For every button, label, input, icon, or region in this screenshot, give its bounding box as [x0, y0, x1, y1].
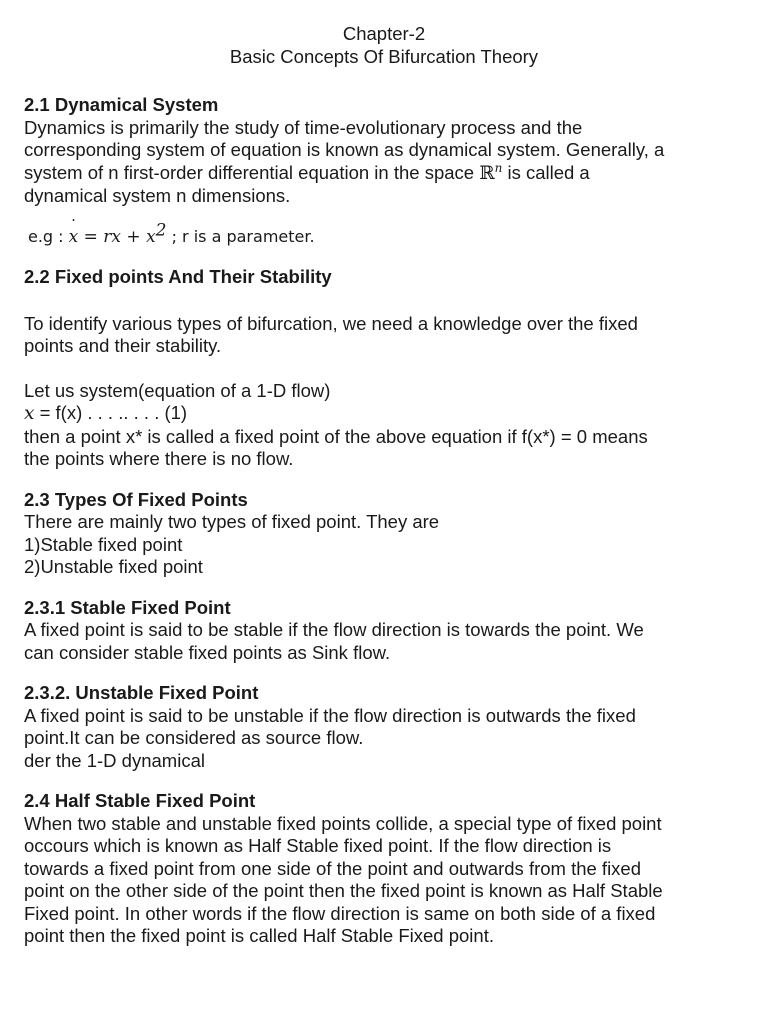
example-prefix: e.g :	[28, 226, 69, 246]
example-rhs: = rx + x	[78, 226, 156, 247]
paragraph-line: then a point x* is called a fixed point of the above equation if f(x*) = 0 means	[24, 425, 648, 447]
paragraph-line: the points where there is no flow.	[24, 448, 294, 469]
paragraph-text: is called a	[507, 161, 590, 183]
section-2-1	[24, 94, 748, 248]
section-2-3	[24, 489, 748, 579]
paragraph-line: When two stable and unstable fixed points collide, a special type of fixed point	[24, 812, 662, 834]
chapter-number: Chapter-2	[342, 23, 426, 44]
paragraph-line: corresponding system of equation is known as dynamical system. Generally, a	[24, 139, 665, 160]
section-2-3-1	[24, 597, 748, 665]
paragraph-line: To identify various types of bifurcation, we need a knowledge over the fixed	[24, 312, 638, 334]
section-heading: 2.3.2. Unstable Fixed Point	[24, 682, 259, 703]
paragraph-line: points and their stability.	[24, 335, 222, 356]
paragraph-text: system of n first-order differential equation in the space	[24, 161, 475, 183]
flow-equation	[24, 402, 748, 426]
paragraph-line: point.It can be considered as source flow.	[24, 727, 364, 748]
paragraph-line: A fixed point is said to be stable if the flow direction is towards the point. We	[24, 619, 644, 640]
equation-text: = f(x) . . . .. . . . (1)	[34, 402, 188, 423]
paragraph-line: can consider stable fixed points as Sink flow.	[24, 641, 391, 663]
example-equation	[24, 220, 748, 249]
paragraph-line: Fixed point. In other words if the flow direction is same on both side of a fixed	[24, 902, 656, 924]
paragraph-line: A fixed point is said to be unstable if the flow direction is outwards the fixed	[24, 704, 636, 726]
space-exponent: n	[494, 160, 503, 175]
real-space-symbol: ℝ	[479, 162, 495, 184]
example-suffix: ; r is a parameter.	[166, 226, 315, 246]
section-heading: 2.4 Half Stable Fixed Point	[24, 790, 256, 811]
list-item: 2)Unstable fixed point	[24, 556, 203, 577]
chapter-title: Basic Concepts Of Bifurcation Theory	[229, 45, 539, 67]
section-heading: 2.2 Fixed points And Their Stability	[24, 266, 332, 287]
x-dot-variable: ˙ x	[24, 403, 34, 426]
section-2-2	[24, 266, 748, 471]
section-heading: 2.3 Types Of Fixed Points	[24, 488, 248, 510]
document-page	[24, 23, 748, 948]
paragraph-line: occours which is known as Half Stable fixed point. If the flow direction is	[24, 835, 612, 856]
paragraph-line: dynamical system n dimensions.	[24, 185, 291, 206]
paragraph-line: point then the fixed point is called Half Stable Fixed point.	[24, 925, 494, 946]
paragraph-line: point on the other side of the point then the fixed point is known as Half Stable	[24, 880, 663, 901]
section-heading: 2.3.1 Stable Fixed Point	[24, 596, 231, 618]
paragraph-line	[24, 162, 748, 186]
chapter-title-block	[24, 23, 744, 68]
paragraph-line: Dynamics is primarily the study of time-evolutionary process and the	[24, 116, 583, 138]
section-2-3-2	[24, 682, 748, 772]
x-dot-variable: ˙ x	[69, 226, 79, 249]
list-item: 1)Stable fixed point	[24, 533, 183, 555]
section-heading: 2.1 Dynamical System	[24, 94, 219, 115]
section-2-4	[24, 790, 748, 948]
paragraph-line: Let us system(equation of a 1-D flow)	[24, 379, 331, 401]
paragraph-line: There are mainly two types of fixed point. They are	[24, 511, 440, 532]
paragraph-line: der the 1-D dynamical	[24, 749, 205, 771]
paragraph-line: towards a fixed point from one side of the point and outwards from the fixed	[24, 857, 642, 879]
example-exponent: 2	[155, 220, 167, 241]
